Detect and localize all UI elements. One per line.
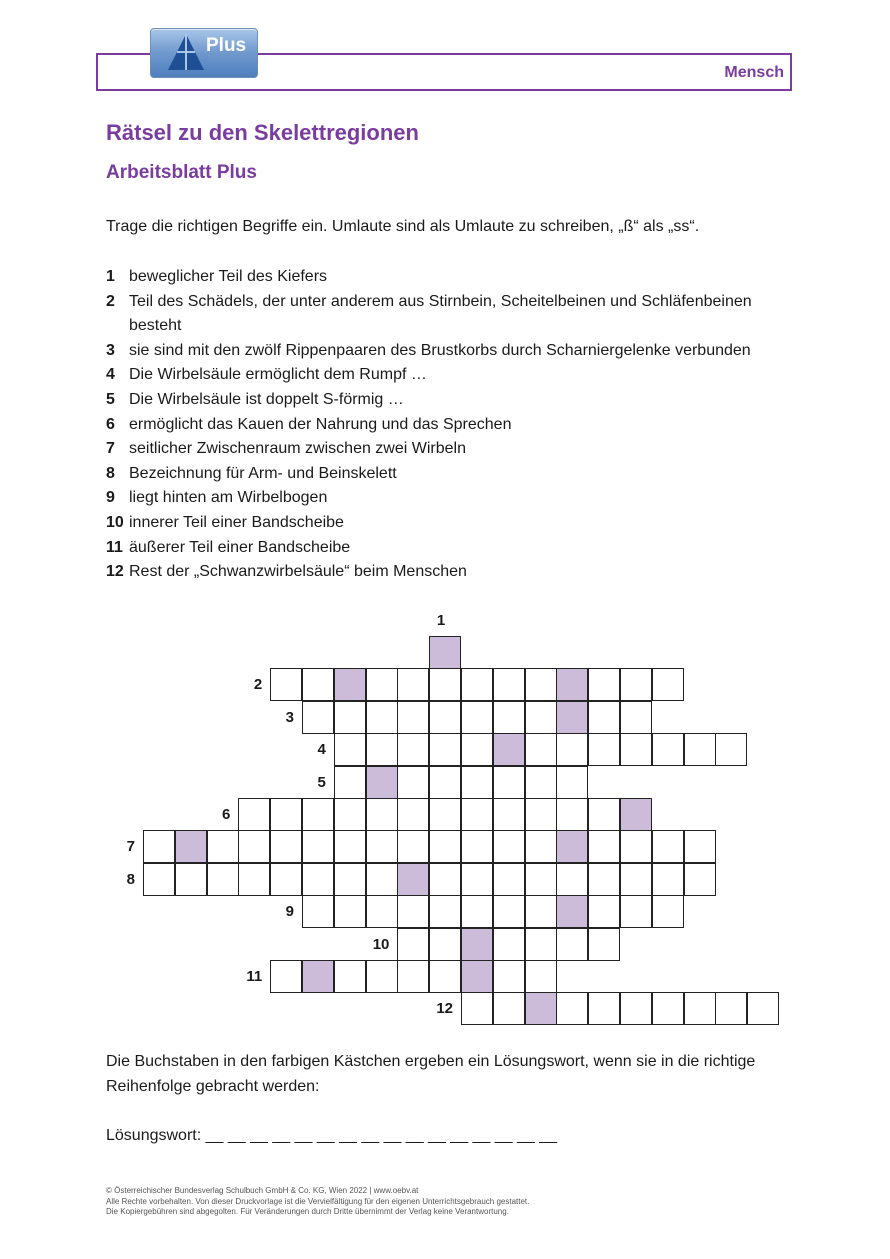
crossword-cell[interactable] xyxy=(302,701,334,734)
footer-line: Alle Rechte vorbehalten. Von dieser Druckvorlage ist die Vervielfältigung für den eigenen Unterrichtsgebrauch gestattet. xyxy=(106,1196,530,1206)
crossword-cell[interactable] xyxy=(397,798,429,831)
crossword-number-3: 3 xyxy=(285,708,294,726)
clue-number: 6 xyxy=(106,415,115,433)
crossword-cell[interactable] xyxy=(143,830,175,863)
crossword-cell[interactable] xyxy=(366,733,398,766)
crossword-cell[interactable] xyxy=(334,733,366,766)
clue-text: ermöglicht das Kauen der Nahrung und das Sprechen xyxy=(129,415,512,433)
footer xyxy=(106,1186,529,1218)
crossword-number-4: 4 xyxy=(317,741,326,759)
crossword-cell[interactable] xyxy=(620,830,652,863)
crossword-cell[interactable] xyxy=(556,766,588,799)
crossword-cell[interactable] xyxy=(620,701,652,734)
crossword-cell[interactable] xyxy=(270,668,302,701)
crossword-cell[interactable] xyxy=(334,701,366,734)
clue-text: innerer Teil einer Bandscheibe xyxy=(129,513,344,531)
crossword-cell[interactable] xyxy=(588,928,620,961)
clue-number: 12 xyxy=(106,563,124,581)
crossword-cell-highlighted[interactable] xyxy=(556,701,588,734)
crossword-number-10: 10 xyxy=(372,935,390,953)
clue-number: 9 xyxy=(106,489,115,507)
crossword-cell[interactable] xyxy=(493,830,525,863)
crossword-cell[interactable] xyxy=(525,928,557,961)
crossword-cell-highlighted[interactable] xyxy=(302,960,334,993)
clue-item xyxy=(106,290,796,339)
crossword-cell[interactable] xyxy=(302,863,334,896)
crossword-cell[interactable] xyxy=(302,798,334,831)
crossword-cell-highlighted[interactable] xyxy=(397,863,429,896)
triangle-logo-icon xyxy=(167,32,205,72)
crossword-cell[interactable] xyxy=(652,863,684,896)
crossword-cell[interactable] xyxy=(397,701,429,734)
crossword-cell[interactable] xyxy=(397,668,429,701)
clue-item xyxy=(106,363,796,388)
clue-item xyxy=(106,536,796,561)
clue-number: 3 xyxy=(106,341,115,359)
crossword-cell[interactable] xyxy=(334,863,366,896)
crossword-cell[interactable] xyxy=(334,960,366,993)
crossword-cell[interactable] xyxy=(429,928,461,961)
crossword-cell[interactable] xyxy=(366,830,398,863)
crossword-cell[interactable] xyxy=(302,668,334,701)
crossword-number-2: 2 xyxy=(253,676,263,694)
crossword-cell[interactable] xyxy=(429,895,461,928)
crossword-cell[interactable] xyxy=(493,798,525,831)
crossword-cell[interactable] xyxy=(429,960,461,993)
crossword-cell[interactable] xyxy=(143,863,175,896)
clue-number: 4 xyxy=(106,366,115,384)
crossword-cell[interactable] xyxy=(334,830,366,863)
solution-label: Lösungswort: xyxy=(106,1127,202,1144)
result-instruction: Die Buchstaben in den farbigen Kästchen ergeben ein Lösungswort, wenn sie in die richtige Reihenfolge gebracht werden: xyxy=(106,1053,756,1095)
crossword-cell-highlighted[interactable] xyxy=(461,928,493,961)
clue-number: 1 xyxy=(106,268,115,285)
clue-list xyxy=(106,265,796,585)
crossword-cell[interactable] xyxy=(302,830,334,863)
crossword-number-8: 8 xyxy=(126,870,135,888)
clue-number: 11 xyxy=(106,538,123,556)
crossword-cell[interactable] xyxy=(652,733,684,766)
crossword-cell[interactable] xyxy=(238,798,270,831)
clue-item xyxy=(106,486,796,511)
crossword-cell[interactable] xyxy=(525,733,557,766)
plus-logo xyxy=(150,28,258,78)
crossword-cell[interactable] xyxy=(652,830,684,863)
crossword-cell[interactable] xyxy=(620,733,652,766)
crossword-cell[interactable] xyxy=(747,992,779,1025)
crossword-cell[interactable] xyxy=(461,830,493,863)
crossword-cell[interactable] xyxy=(620,992,652,1025)
clue-item xyxy=(106,388,796,413)
crossword-cell[interactable] xyxy=(525,960,557,993)
crossword-number-11: 11 xyxy=(246,968,263,985)
crossword-cell[interactable] xyxy=(461,798,493,831)
clue-number: 2 xyxy=(106,292,115,310)
crossword-cell[interactable] xyxy=(715,733,747,766)
crossword-cell[interactable] xyxy=(397,960,429,993)
clue-text: Teil des Schädels, der unter anderem aus Stirnbein, Scheitelbeinen und Schläfenbeinen besteht xyxy=(129,292,752,335)
crossword-cell[interactable] xyxy=(366,960,398,993)
crossword-cell[interactable] xyxy=(429,798,461,831)
crossword-cell[interactable] xyxy=(366,863,398,896)
crossword-cell[interactable] xyxy=(493,928,525,961)
crossword-cell[interactable] xyxy=(556,863,588,896)
crossword-cell-highlighted[interactable] xyxy=(461,960,493,993)
logo-text: Plus xyxy=(206,35,247,56)
crossword-cell[interactable] xyxy=(461,668,493,701)
crossword-cell[interactable] xyxy=(461,992,493,1025)
crossword-cell[interactable] xyxy=(429,668,461,701)
crossword-cell[interactable] xyxy=(238,830,270,863)
crossword-cell[interactable] xyxy=(684,830,716,863)
crossword-cell[interactable] xyxy=(270,798,302,831)
clue-item xyxy=(106,265,796,290)
clue-text: sie sind mit den zwölf Rippenpaaren des Brustkorbs durch Scharniergelenke verbunden xyxy=(129,341,751,359)
crossword-cell[interactable] xyxy=(493,668,525,701)
crossword-cell-highlighted[interactable] xyxy=(556,830,588,863)
crossword-cell[interactable] xyxy=(493,701,525,734)
solution-blanks[interactable]: __ __ __ __ __ __ __ __ __ __ __ __ __ __ __ __ xyxy=(205,1127,558,1144)
crossword-cell-highlighted[interactable] xyxy=(556,895,588,928)
crossword-cell[interactable] xyxy=(238,863,270,896)
crossword-cell[interactable] xyxy=(429,863,461,896)
crossword-cell[interactable] xyxy=(525,668,557,701)
crossword-cell[interactable] xyxy=(525,830,557,863)
crossword-cell[interactable] xyxy=(429,701,461,734)
clue-item xyxy=(106,560,796,585)
crossword-cell[interactable] xyxy=(525,701,557,734)
crossword-cell[interactable] xyxy=(461,766,493,799)
crossword-cell[interactable] xyxy=(525,766,557,799)
clue-text: Bezeichnung für Arm- und Beinskelett xyxy=(129,464,397,482)
crossword-cell[interactable] xyxy=(588,863,620,896)
clue-number: 7 xyxy=(106,440,115,458)
crossword-cell-highlighted[interactable] xyxy=(525,992,557,1025)
footer-line: Die Kopiergebühren sind abgegolten. Für Veränderungen durch Dritte übernimmt der Verlag keine Verantwortung. xyxy=(106,1207,509,1216)
crossword-cell[interactable] xyxy=(429,766,461,799)
crossword-cell[interactable] xyxy=(556,733,588,766)
crossword-cell[interactable] xyxy=(334,895,366,928)
clue-number: 8 xyxy=(106,464,115,482)
crossword-number-7: 7 xyxy=(126,838,135,856)
crossword-cell[interactable] xyxy=(588,798,620,831)
clue-text: äußerer Teil einer Bandscheibe xyxy=(129,538,351,556)
crossword-number-9: 9 xyxy=(285,903,294,921)
clue-item xyxy=(106,437,796,462)
crossword-cell[interactable] xyxy=(397,928,429,961)
crossword-cell[interactable] xyxy=(493,895,525,928)
crossword-cell[interactable] xyxy=(397,766,429,799)
crossword-cell-highlighted[interactable] xyxy=(620,798,652,831)
instruction-text: Trage die richtigen Begriffe ein. Umlaute sind als Umlaute zu schreiben, „ß“ als „ss“. xyxy=(106,218,700,235)
crossword-cell[interactable] xyxy=(397,895,429,928)
crossword-cell[interactable] xyxy=(493,766,525,799)
crossword-cell-highlighted[interactable] xyxy=(429,636,461,669)
crossword-cell[interactable] xyxy=(620,863,652,896)
page-subtitle: Arbeitsblatt Plus xyxy=(106,162,257,183)
crossword-cell[interactable] xyxy=(715,992,747,1025)
crossword-cell[interactable] xyxy=(652,895,684,928)
crossword-cell[interactable] xyxy=(588,701,620,734)
clue-item xyxy=(106,413,796,438)
crossword-cell[interactable] xyxy=(556,992,588,1025)
crossword-cell[interactable] xyxy=(525,895,557,928)
crossword-cell-highlighted[interactable] xyxy=(556,668,588,701)
crossword-cell[interactable] xyxy=(652,668,684,701)
crossword-cell[interactable] xyxy=(652,992,684,1025)
crossword-cell[interactable] xyxy=(620,668,652,701)
crossword-cell[interactable] xyxy=(270,960,302,993)
crossword-cell[interactable] xyxy=(207,863,239,896)
crossword-cell[interactable] xyxy=(556,798,588,831)
clue-text: Rest der „Schwanzwirbelsäule“ beim Menschen xyxy=(129,563,467,581)
crossword-number-6: 6 xyxy=(222,806,231,823)
crossword-cell-highlighted[interactable] xyxy=(366,766,398,799)
footer-line: © Österreichischer Bundesverlag Schulbuch GmbH & Co. KG, Wien 2022 | www.oebv.at xyxy=(106,1186,419,1195)
crossword-cell[interactable] xyxy=(461,863,493,896)
crossword-cell[interactable] xyxy=(397,733,429,766)
crossword-cell[interactable] xyxy=(493,960,525,993)
crossword-cell[interactable] xyxy=(525,798,557,831)
clue-text: Die Wirbelsäule ermöglicht dem Rumpf … xyxy=(129,366,427,384)
crossword-cell[interactable] xyxy=(588,895,620,928)
crossword-cell[interactable] xyxy=(270,830,302,863)
clue-item xyxy=(106,462,796,487)
clue-text: liegt hinten am Wirbelbogen xyxy=(129,489,328,507)
crossword-cell[interactable] xyxy=(302,895,334,928)
clue-number: 5 xyxy=(106,390,115,408)
crossword-cell[interactable] xyxy=(556,928,588,961)
clue-text: seitlicher Zwischenraum zwischen zwei Wirbeln xyxy=(129,440,466,458)
crossword-cell-highlighted[interactable] xyxy=(175,830,207,863)
crossword-cell[interactable] xyxy=(493,863,525,896)
crossword-number-5: 5 xyxy=(317,773,326,791)
clue-text: Die Wirbelsäule ist doppelt S-förmig … xyxy=(129,390,404,408)
crossword-cell[interactable] xyxy=(493,992,525,1025)
crossword-cell[interactable] xyxy=(397,830,429,863)
crossword-cell[interactable] xyxy=(366,798,398,831)
crossword-cell[interactable] xyxy=(207,830,239,863)
clue-number: 10 xyxy=(106,513,124,531)
crossword-cell[interactable] xyxy=(588,830,620,863)
crossword-cell[interactable] xyxy=(525,863,557,896)
crossword-cell[interactable] xyxy=(620,895,652,928)
crossword-cell[interactable] xyxy=(366,895,398,928)
crossword-cell[interactable] xyxy=(270,863,302,896)
crossword-cell[interactable] xyxy=(588,992,620,1025)
page-title: Rätsel zu den Skelettregionen xyxy=(106,120,419,145)
crossword-cell[interactable] xyxy=(461,701,493,734)
clue-item xyxy=(106,339,796,364)
crossword-cell[interactable] xyxy=(461,733,493,766)
crossword-cell-highlighted[interactable] xyxy=(334,668,366,701)
crossword-cell[interactable] xyxy=(684,863,716,896)
crossword-cell-highlighted[interactable] xyxy=(493,733,525,766)
crossword-number-1: 1 xyxy=(436,612,446,629)
solution-line xyxy=(106,1127,557,1145)
crossword-cell[interactable] xyxy=(461,895,493,928)
clue-text: beweglicher Teil des Kiefers xyxy=(129,268,328,285)
crossword-cell[interactable] xyxy=(429,830,461,863)
subject-label: Mensch xyxy=(724,64,784,81)
crossword-cell[interactable] xyxy=(334,766,366,799)
crossword-number-12: 12 xyxy=(436,1000,453,1018)
crossword-cell[interactable] xyxy=(175,863,207,896)
crossword-cell[interactable] xyxy=(334,798,366,831)
clue-item xyxy=(106,511,796,536)
crossword-cell[interactable] xyxy=(684,733,716,766)
crossword-cell[interactable] xyxy=(366,701,398,734)
crossword-cell[interactable] xyxy=(366,668,398,701)
crossword-cell[interactable] xyxy=(429,733,461,766)
crossword-cell[interactable] xyxy=(684,992,716,1025)
crossword-cell[interactable] xyxy=(588,668,620,701)
crossword-cell[interactable] xyxy=(588,733,620,766)
